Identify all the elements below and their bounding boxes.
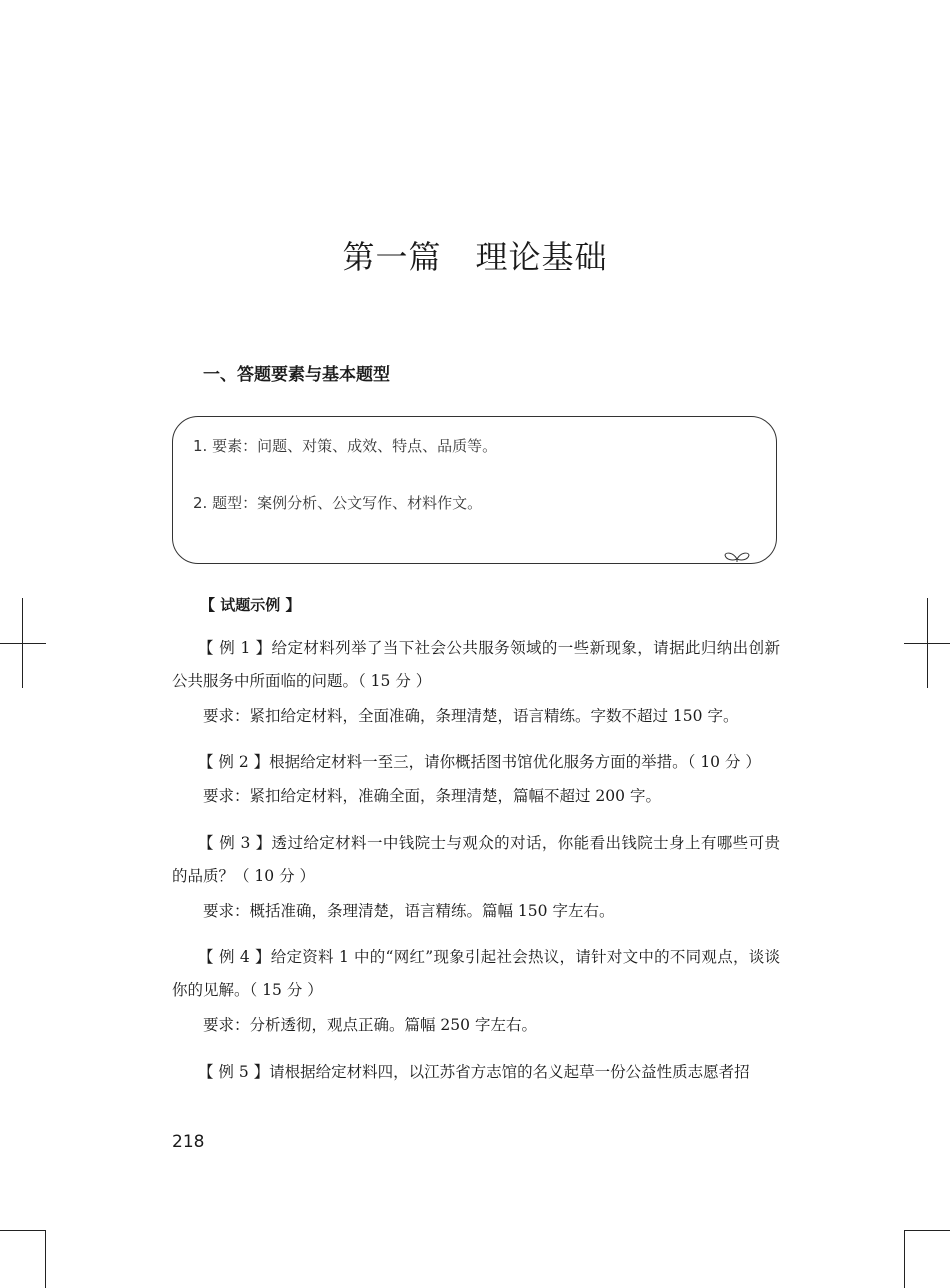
- crop-mark: [22, 598, 23, 688]
- crop-mark: [904, 1230, 905, 1288]
- section-heading: 一、答题要素与基本题型: [203, 365, 390, 385]
- leaf-ornament-icon: [724, 549, 750, 563]
- chapter-title: [0, 232, 950, 278]
- crop-mark: [927, 598, 928, 688]
- example-4-text: 【 例 4 】给定资料 1 中的“网红”现象引起社会热议，请针对文中的不同观点，谈谈你的见解。（ 15 分 ）: [172, 948, 780, 999]
- example-2-requirement: 要求：紧扣给定材料，准确全面，条理清楚，篇幅不超过 200 字。: [203, 787, 661, 805]
- page-number: 218: [172, 1132, 205, 1152]
- example-1-text: 【 例 1 】给定材料列举了当下社会公共服务领域的一些新现象，请据此归纳出创新公共服务中所面临的问题。（ 15 分 ）: [172, 639, 780, 690]
- crop-mark: [904, 1230, 950, 1231]
- example-3-requirement: 要求：概括准确，条理清楚，语言精练。篇幅 150 字左右。: [203, 902, 615, 920]
- example-2-text: 【 例 2 】根据给定材料一至三，请你概括图书馆优化服务方面的举措。（ 10 分 ）: [198, 753, 761, 771]
- chapter-part: 第一篇: [342, 238, 442, 276]
- example-4-requirement: 要求：分析透彻，观点正确。篇幅 250 字左右。: [203, 1016, 537, 1034]
- example-5-text: 【 例 5 】请根据给定材料四，以江苏省方志馆的名义起草一份公益性质志愿者招: [198, 1063, 750, 1081]
- box-line-question-types: 2. 题型：案例分析、公文写作、材料作文。: [193, 494, 483, 512]
- example-3-text: 【 例 3 】透过给定材料一中钱院士与观众的对话，你能看出钱院士身上有哪些可贵的品质？（ 10 分 ）: [172, 834, 780, 885]
- example-1-requirement: 要求：紧扣给定材料，全面准确，条理清楚，语言精练。字数不超过 150 字。: [203, 707, 739, 725]
- chapter-name: 理论基础: [475, 238, 608, 276]
- elements-box: [172, 416, 777, 564]
- crop-mark: [0, 643, 46, 644]
- examples-heading: 【 试题示例 】: [200, 596, 301, 614]
- crop-mark: [0, 1230, 46, 1231]
- crop-mark: [45, 1230, 46, 1288]
- box-line-elements: 1. 要素：问题、对策、成效、特点、品质等。: [193, 437, 498, 455]
